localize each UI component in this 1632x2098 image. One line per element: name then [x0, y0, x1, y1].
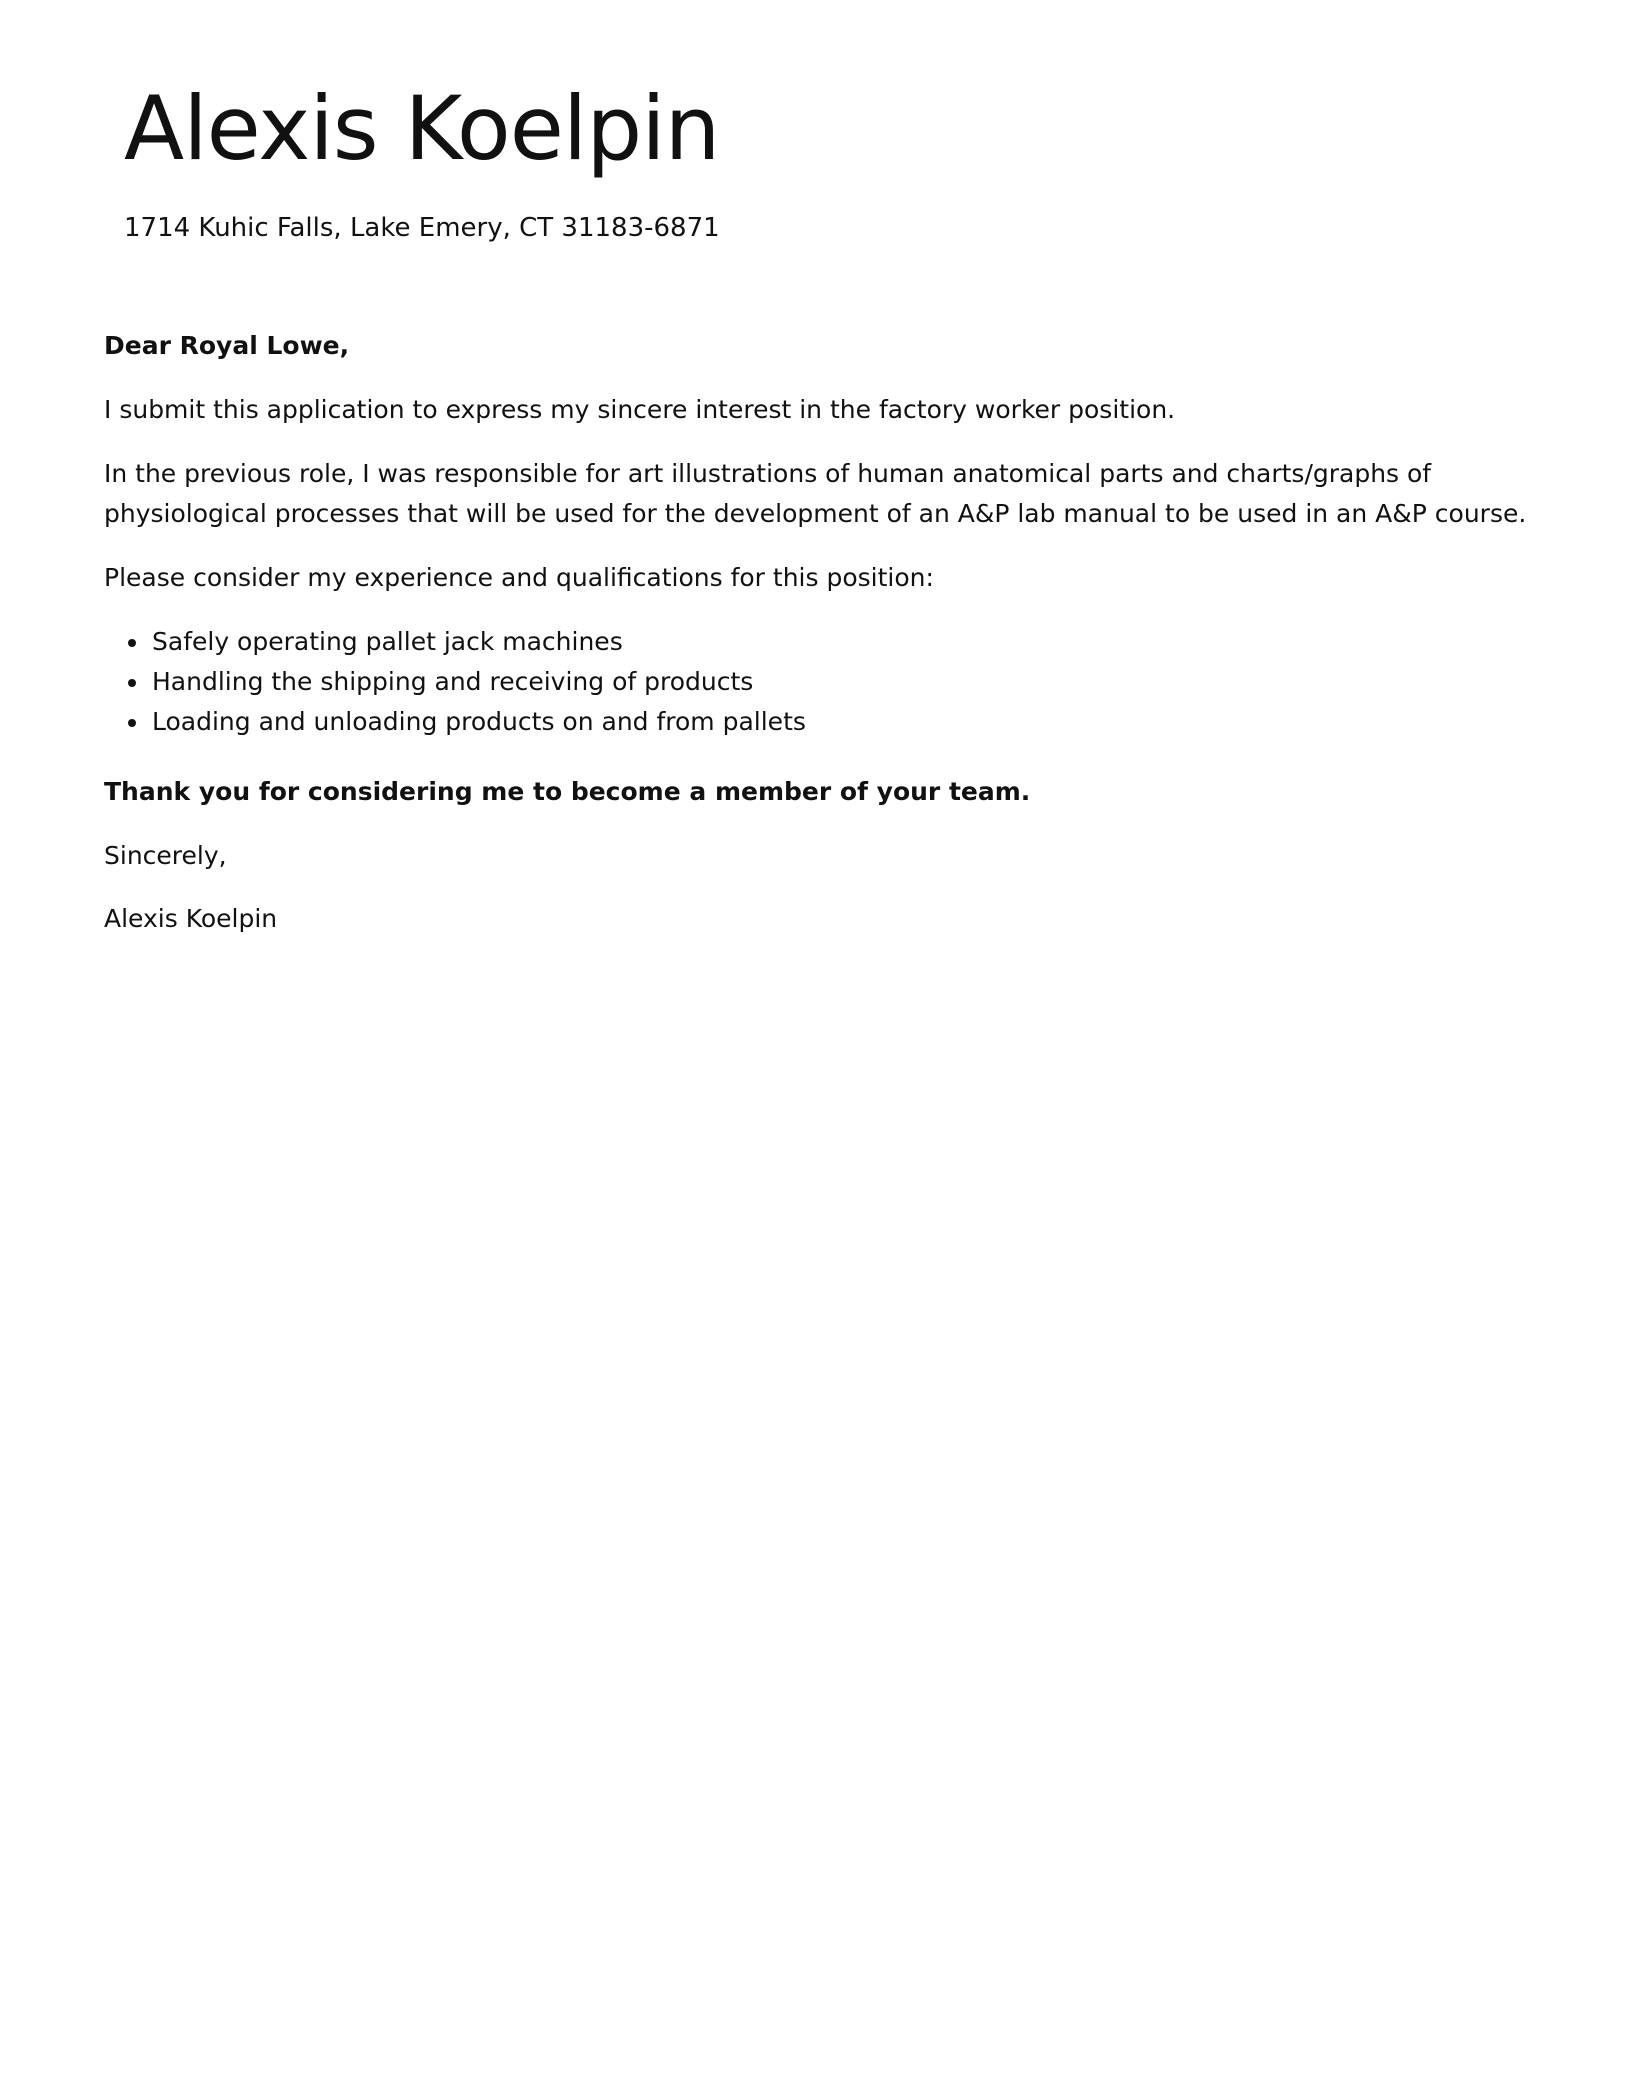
- intro-paragraph: I submit this application to express my sincere interest in the factory worker position.: [104, 395, 1176, 424]
- list-item: Loading and unloading products on and from pallets: [152, 702, 1544, 742]
- list-item: Safely operating pallet jack machines: [152, 622, 1544, 662]
- consider-paragraph: Please consider my experience and qualifications for this position:: [104, 563, 934, 592]
- applicant-name: Alexis Koelpin: [124, 77, 720, 180]
- closing-line: Sincerely,: [104, 841, 227, 870]
- signature-name: Alexis Koelpin: [104, 904, 278, 933]
- letter-body: [104, 326, 1544, 962]
- salutation: Dear Royal Lowe,: [104, 331, 350, 360]
- experience-paragraph: In the previous role, I was responsible for art illustrations of human anatomical parts and charts/graphs of physiological processes that will be used for the development of an A&P lab manual to be used in an A&P course.: [104, 459, 1527, 528]
- qualifications-list: [104, 622, 1544, 742]
- list-item: Handling the shipping and receiving of products: [152, 662, 1544, 702]
- applicant-address: 1714 Kuhic Falls, Lake Emery, CT 31183-6871: [124, 213, 720, 243]
- thanks-paragraph: Thank you for considering me to become a member of your team.: [104, 777, 1031, 806]
- letter-header: [124, 70, 1424, 246]
